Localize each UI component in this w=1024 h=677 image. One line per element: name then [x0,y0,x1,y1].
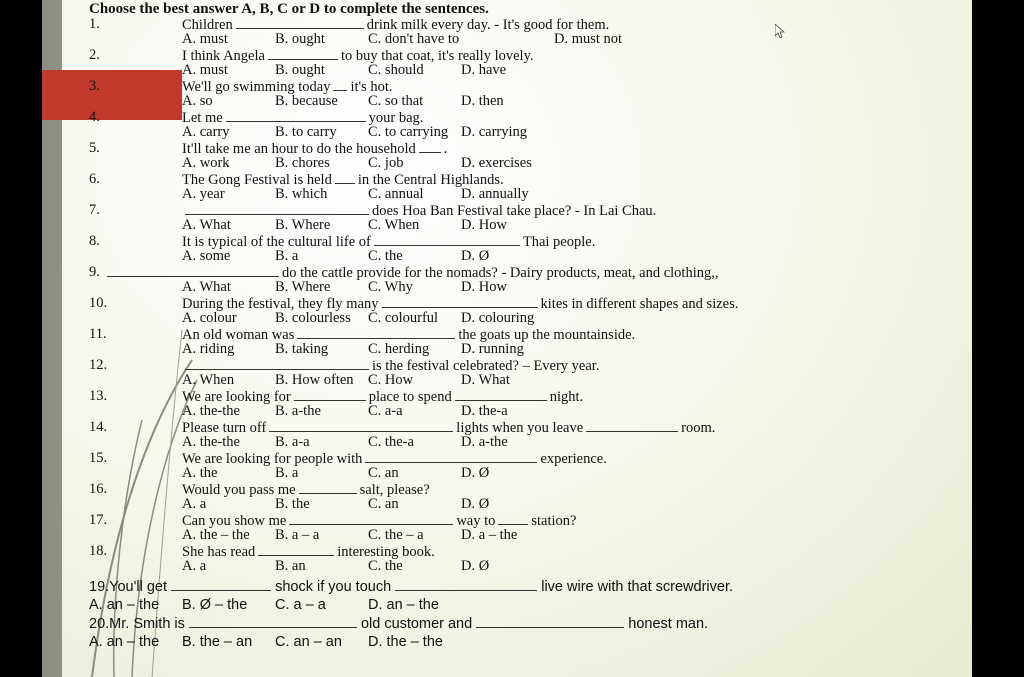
question-number: 12. [89,357,108,373]
option[interactable]: B. colourless [275,310,351,326]
option[interactable]: D. Ø [461,465,490,481]
option[interactable]: D. carrying [461,124,528,140]
question-text: experience. [540,451,607,467]
mouse-cursor-icon [775,24,785,38]
question-14-sentence [182,419,715,436]
question-number: 10. [89,295,108,311]
option[interactable]: A. What [182,279,231,295]
question-text: it's hot. [350,79,393,95]
option[interactable]: C. to carrying [368,124,449,140]
question-text: salt, please? [359,482,430,498]
blank[interactable] [107,264,279,277]
blank[interactable] [236,16,364,29]
blank[interactable] [189,615,357,628]
question-text: Please turn off [182,420,267,436]
blank[interactable] [268,47,338,60]
option[interactable]: D. an – the [368,597,439,613]
option[interactable]: A. carry [182,124,230,140]
option[interactable]: B. which [275,186,328,202]
option[interactable]: B. ought [275,31,325,47]
blank[interactable] [226,109,366,122]
option[interactable]: A. colour [182,310,237,326]
blank[interactable] [395,578,537,591]
option[interactable]: D. have [461,62,507,78]
option[interactable]: D. a-the [461,434,508,450]
blank[interactable] [185,357,369,370]
question-text: your bag. [368,110,424,126]
question-number: 8. [89,233,100,249]
option[interactable]: B. a [275,465,299,481]
question-text: Thai people. [522,234,596,250]
question-19 [89,578,733,595]
question-number: 2. [89,47,100,63]
option[interactable]: D. Ø [461,558,490,574]
option[interactable]: D. What [461,372,510,388]
q19-part-2: shock if you touch [275,579,392,595]
option[interactable]: B. because [275,93,338,109]
option[interactable]: D. Ø [461,496,490,512]
blank[interactable] [382,295,538,308]
blank[interactable] [586,419,678,432]
question-text: to buy that coat, it's really lovely. [340,48,534,64]
question-text: interesting book. [337,544,435,560]
question-text: She has read [182,544,256,560]
page-title: Choose the best answer A, B, C or D to complete the sentences. [89,1,489,17]
option[interactable]: B. a – a [275,527,320,543]
question-text: night. [549,389,584,405]
question-text: We are looking for people with [182,451,363,467]
option[interactable]: A. the-the [182,403,240,419]
question-number: 4. [89,109,100,125]
option[interactable]: A. the [182,465,218,481]
blank[interactable] [365,450,537,463]
option[interactable]: B. to carry [275,124,337,140]
question-text: drink milk every day. - It's good for them. [366,17,610,33]
option[interactable]: A. must [182,62,228,78]
question-text: the goats up the mountainside. [458,327,636,343]
option[interactable]: C. How [368,372,414,388]
question-text: Let me [182,110,223,126]
question-number: 1. [89,16,100,32]
option[interactable]: C. a – a [275,597,326,613]
option[interactable]: C. a-a [368,403,403,419]
option[interactable]: D. the – the [368,634,443,650]
option[interactable]: C. should [368,62,424,78]
question-text: Children [182,17,233,33]
option[interactable]: B. Where [275,279,331,295]
blank[interactable] [333,78,347,91]
blank[interactable] [299,481,357,494]
option[interactable]: B. Ø – the [182,597,248,613]
option[interactable]: D. the-a [461,403,508,419]
option[interactable]: D. annually [461,186,529,202]
option[interactable]: C. an [368,465,399,481]
option[interactable]: A. must [182,31,228,47]
option[interactable]: D. colouring [461,310,535,326]
option[interactable]: D. Ø [461,248,490,264]
q20-part-3: honest man. [628,616,709,632]
option[interactable]: C. When [368,217,420,233]
option[interactable]: A. the – the [182,527,250,543]
question-text: station? [531,513,577,529]
option[interactable]: C. job [368,155,404,171]
option[interactable]: A. the-the [182,434,240,450]
question-number: 3. [89,78,100,94]
option[interactable]: C. an – an [275,634,342,650]
option[interactable]: A. an – the [89,597,160,613]
q19-part-3: live wire with that screwdriver. [541,579,734,595]
option[interactable]: B. the – an [182,634,253,650]
question-text: lights when you leave [456,420,584,436]
option[interactable]: C. colourful [368,310,439,326]
blank[interactable] [455,388,547,401]
question-text: in the Central Highlands. [357,172,504,188]
option[interactable]: B. an [275,558,306,574]
question-text: room. [681,420,716,436]
option[interactable]: A. work [182,155,230,171]
question-number: 16. [89,481,108,497]
question-text: kites in different shapes and sizes. [540,296,739,312]
option[interactable]: A. When [182,372,235,388]
option[interactable]: C. the [368,558,403,574]
question-text: We are looking for [182,389,291,405]
question-text: During the festival, they fly many [182,296,379,312]
blank[interactable] [419,140,441,153]
option[interactable]: A. riding [182,341,235,357]
q19-part-1: 19.You'll get [89,579,168,595]
option[interactable]: A. a [182,496,207,512]
option[interactable]: B. a [275,248,299,264]
question-number: 13. [89,388,108,404]
option[interactable]: D. running [461,341,524,357]
question-number: 6. [89,171,100,187]
question-number: 9. [89,264,100,280]
blank[interactable] [297,326,455,339]
question-number: 17. [89,512,108,528]
option[interactable]: D. a – the [461,527,518,543]
blank[interactable] [171,578,271,591]
blank[interactable] [269,419,453,432]
red-arrow-marker [42,70,182,120]
question-number: 7. [89,202,100,218]
question-text: does Hoa Ban Festival take place? - In Lai Chau. [372,203,657,219]
blank[interactable] [185,202,369,215]
option[interactable]: A. What [182,217,231,233]
option[interactable]: A. so [182,93,213,109]
question-text: is the festival celebrated? – Every year. [372,358,600,374]
q20-part-2: old customer and [360,616,473,632]
option[interactable]: C. the – a [368,527,424,543]
question-number: 18. [89,543,108,559]
option[interactable]: B. Where [275,217,331,233]
option[interactable]: A. an – the [89,634,160,650]
option[interactable]: C. an [368,496,399,512]
blank[interactable] [289,512,453,525]
option[interactable]: A. year [182,186,225,202]
option[interactable]: B. ought [275,62,325,78]
option[interactable]: C. herding [368,341,430,357]
question-text: An old woman was [182,327,295,343]
option[interactable]: D. How [461,279,507,295]
option[interactable]: A. a [182,558,207,574]
question-number: 11. [89,326,107,342]
option[interactable]: C. so that [368,93,424,109]
q20-part-1: 20.Mr. Smith is [89,616,185,632]
question-6-sentence [182,171,504,188]
option[interactable]: C. Why [368,279,413,295]
question-number: 15. [89,450,108,466]
question-text: do the cattle provide for the nomads? - Dairy products, meat, and clothing,, [282,265,719,281]
question-text: The Gong Festival is held [182,172,332,188]
question-number: 5. [89,140,100,156]
option[interactable]: D. exercises [461,155,532,171]
option[interactable]: B. a-the [275,403,321,419]
question-text: We'll go swimming today [182,79,331,95]
blank[interactable] [258,543,334,556]
blank[interactable] [374,233,520,246]
option[interactable]: B. the [275,496,310,512]
option[interactable]: D. then [461,93,504,109]
question-text: place to spend [368,389,452,405]
option[interactable]: B. chores [275,155,330,171]
option[interactable]: C. the [368,248,403,264]
question-number: 14. [89,419,108,435]
option[interactable]: B. taking [275,341,329,357]
option[interactable]: A. some [182,248,231,264]
option[interactable]: C. the-a [368,434,414,450]
question-text: I think Angela [182,48,265,64]
blank[interactable] [476,615,624,628]
question-text: way to [456,513,496,529]
question-text: . [443,141,448,157]
option[interactable]: B. How often [275,372,354,388]
option[interactable]: D. must not [554,31,623,47]
option[interactable]: B. a-a [275,434,310,450]
option[interactable]: C. annual [368,186,424,202]
question-text: Would you pass me [182,482,296,498]
option[interactable]: C. don't have to [368,31,460,47]
blank[interactable] [335,171,355,184]
question-text: It'll take me an hour to do the household [182,141,416,157]
question-text: It is typical of the cultural life of [182,234,371,250]
option[interactable]: D. How [461,217,507,233]
question-20 [89,615,708,632]
blank[interactable] [498,512,528,525]
blank[interactable] [294,388,366,401]
question-text: Can you show me [182,513,287,529]
